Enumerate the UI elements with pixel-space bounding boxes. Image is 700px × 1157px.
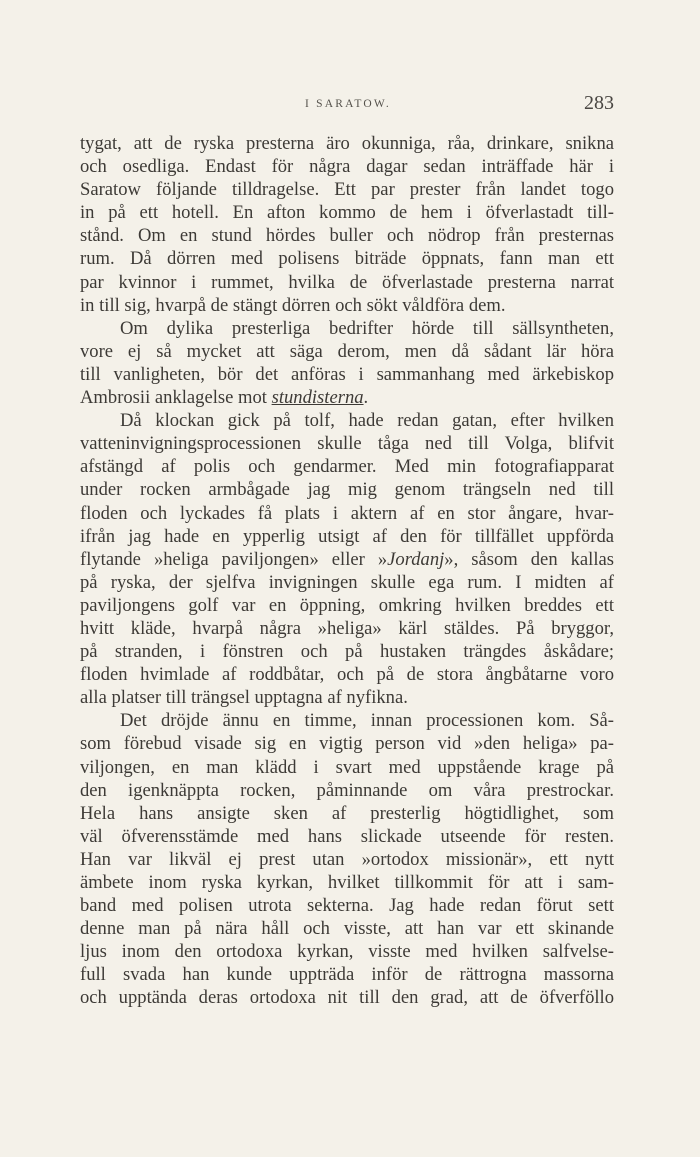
text-line: paviljongens golf var en öppning, omkring hvilken breddes ett: [80, 594, 614, 616]
text-line: som förebud visade sig en vigtig person vid »den heliga» pa-: [80, 733, 614, 755]
text-line: på stranden, i fönstren och på hustaken trängdes åskådare;: [80, 641, 614, 663]
text-line: band med polisen utrota sekterna. Jag hade redan förut sett: [80, 895, 614, 917]
text-line: [80, 548, 614, 571]
text-line: tygat, att de ryska presterna äro okunniga, råa, drinkare, snikna: [80, 133, 614, 154]
text-line: rum. Då dörren med polisens biträde öppnats, fann man ett: [80, 248, 614, 270]
text-line: full svada han kunde uppträda inför de rättrogna massorna: [80, 964, 614, 986]
text-line: Om dylika presterliga bedrifter hörde till sällsyntheten,: [120, 317, 614, 339]
running-head: I SARATOW.: [305, 98, 391, 110]
text-line: vatteninvigningsprocessionen skulle tåga ned till Volga, blifvit: [80, 433, 614, 455]
text-line: floden hvimlade af roddbåtar, och på de stora ångbåtarne voro: [80, 664, 614, 686]
italic-term: stundisterna: [271, 387, 364, 409]
text-line: Han var likväl ej prest utan »ortodox missionär», ett nytt: [80, 848, 614, 870]
text-line: par kvinnor i rummet, hvilka de öfverlastade presterna narrat: [80, 271, 614, 293]
text-line: ljus inom den ortodoxa kyrkan, visste med hvilken salfvelse-: [80, 941, 614, 963]
text-line: ämbete inom ryska kyrkan, hvilket tillkommit för att i sam-: [80, 872, 614, 893]
text-line: floden och lyckades få plats i aktern af en stor ångare, hvar-: [80, 502, 614, 524]
text-line: alla platser till trängsel upptagna af nyfikna.: [80, 687, 408, 709]
text-segment: Ambrosii anklagelse mot: [80, 387, 272, 409]
text-line: Saratow följande tilldragelse. Ett par prester från landet togo: [80, 179, 614, 201]
text-line: till vanligheten, bör det anföras i sammanhang med ärkebiskop: [80, 363, 614, 385]
text-line: stånd. Om en stund hördes buller och nödrop från presternas: [80, 225, 614, 247]
text-segment: .: [363, 387, 369, 409]
text-line: hvitt kläde, hvarpå några »heliga» kärl stäldes. På bryggor,: [80, 617, 614, 639]
text-line: viljongen, en man klädd i svart med uppstående krage på: [80, 756, 614, 778]
text-line: in på ett hotell. En afton kommo de hem i öfverlastadt till-: [80, 202, 614, 224]
italic-term: Jordanj: [387, 548, 445, 570]
text-line: ifrån jag hade en ypperlig utsigt af den för tillfället uppförda: [80, 525, 614, 547]
text-line: väl öfverensstämde med hans slickade utseende för resten.: [80, 825, 614, 847]
text-line: in till sig, hvarpå de stängt dörren och sökt våldföra dem.: [80, 294, 506, 316]
text-line: afstängd af polis och gendarmer. Med min fotografiapparat: [80, 456, 614, 478]
page-number: 283: [584, 92, 614, 114]
text-line: Hela hans ansigte sken af presterlig högtidlighet, som: [80, 802, 614, 824]
text-segment: », såsom den kallas: [444, 548, 614, 570]
text-line: på ryska, der sjelfva invigningen skulle ega rum. I midten af: [80, 571, 614, 593]
text-line: och upptända deras ortodoxa nit till den grad, att de öfverföllo: [80, 987, 614, 1009]
text-line: Det dröjde ännu en timme, innan processionen kom. Så-: [120, 710, 614, 732]
text-line: vore ej så mycket att säga derom, men då sådant lär höra: [80, 340, 614, 362]
text-line: den igenknäppta rocken, påminnande om våra prestrockar.: [80, 779, 614, 801]
text-segment: flytande »heliga paviljongen» eller »: [80, 548, 388, 570]
text-line: under rocken armbågade jag mig genom trängseln ned till: [80, 479, 614, 501]
body-text: [80, 132, 614, 1010]
page-header: [82, 92, 614, 118]
text-line: Då klockan gick på tolf, hade redan gatan, efter hvilken: [120, 410, 614, 432]
text-line: [80, 386, 614, 409]
text-line: och osedliga. Endast för några dagar sedan inträffade här i: [80, 156, 614, 178]
text-line: denne man på nära håll och visste, att han var ett skinande: [80, 918, 614, 940]
